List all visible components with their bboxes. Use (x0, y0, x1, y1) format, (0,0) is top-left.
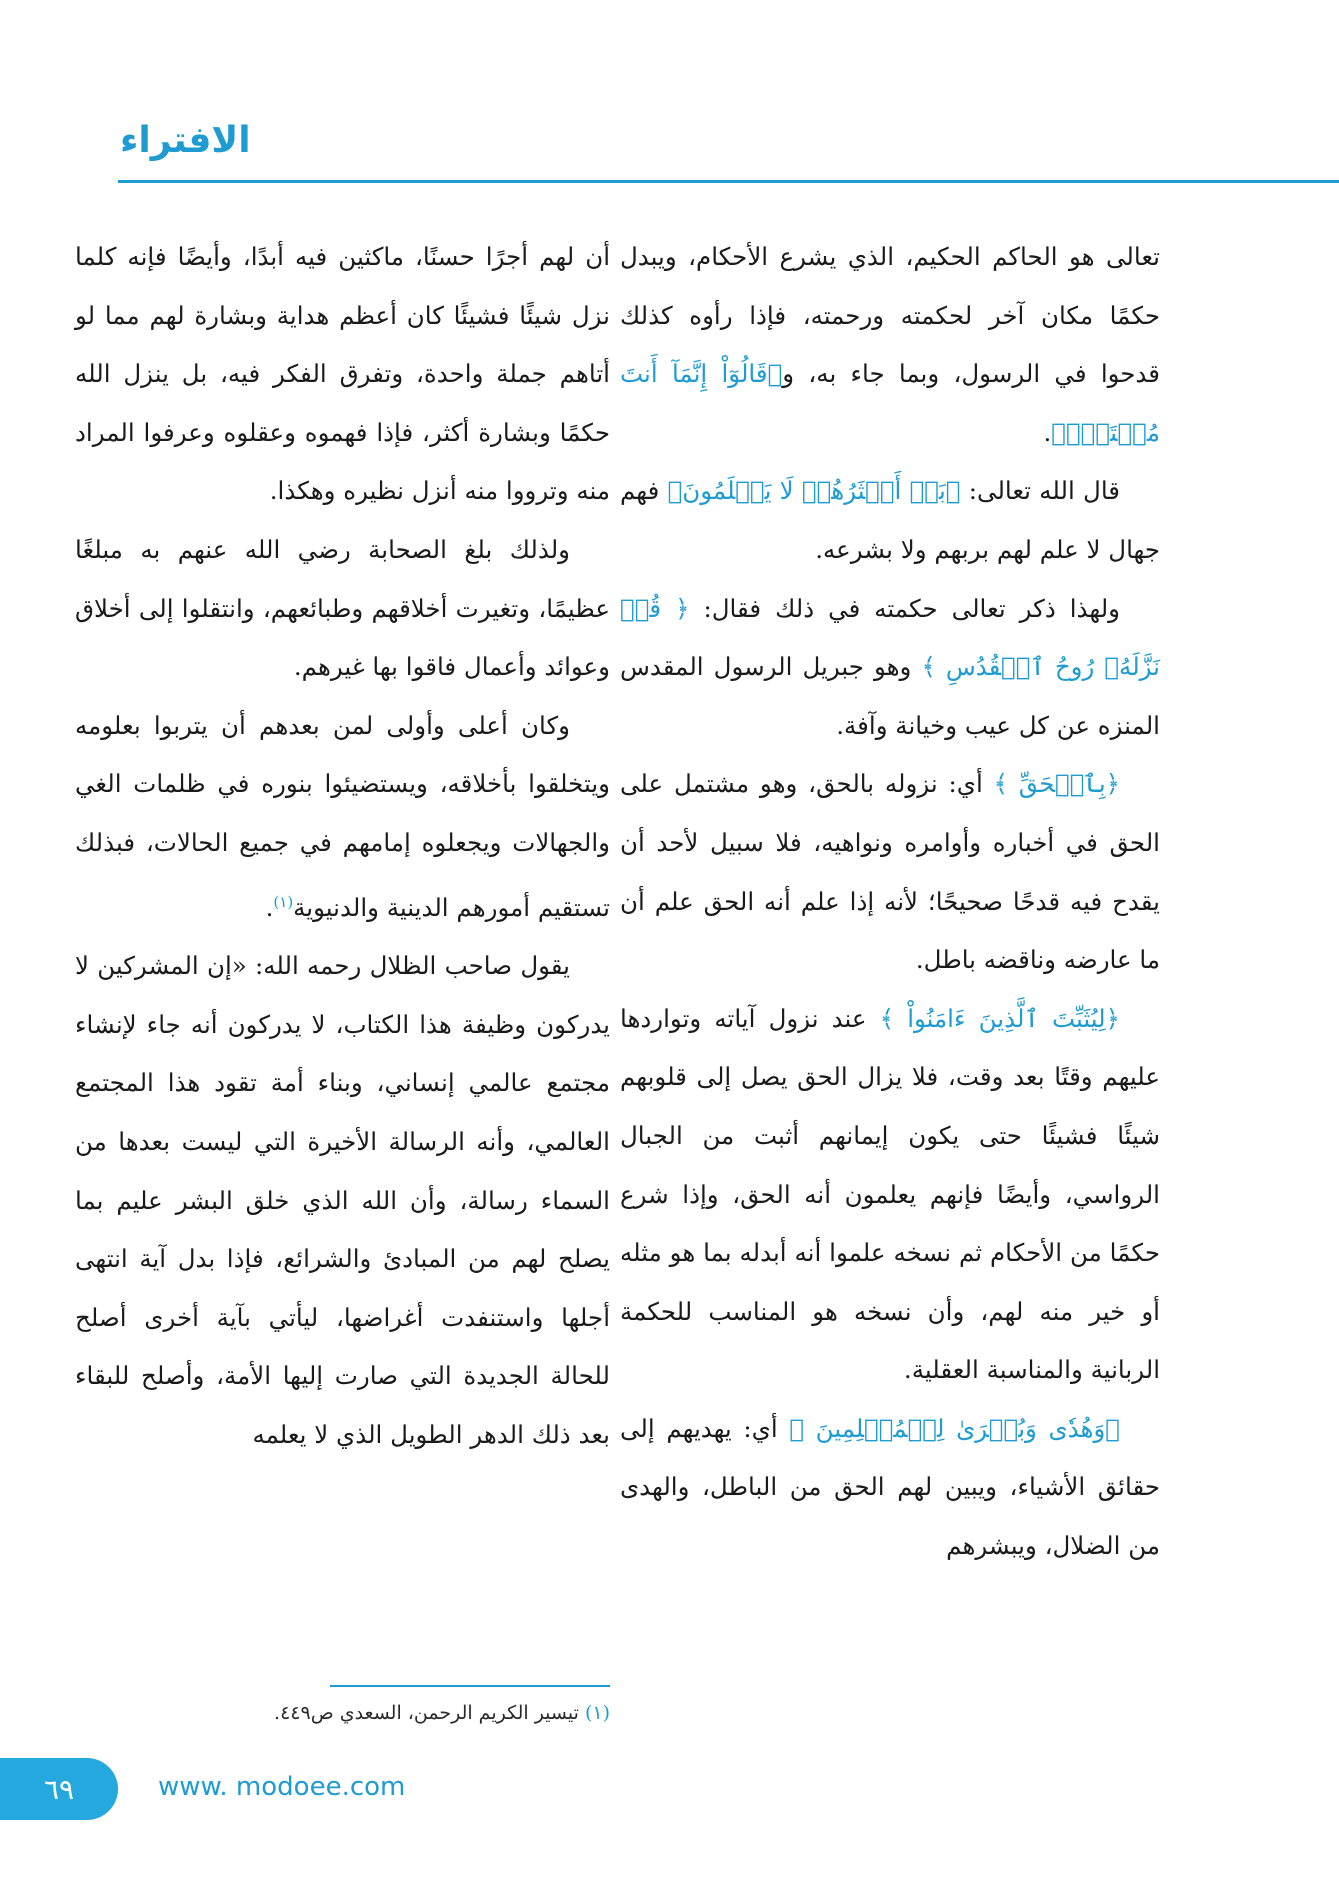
quran-verse: ﴿لِيُثَبِّتَ ٱلَّذِينَ ءَامَنُواْ ﴾ (879, 1003, 1121, 1033)
site-url-link[interactable]: www. modoee.com (158, 1772, 406, 1802)
page-number: ٦٩ (43, 1772, 75, 1806)
quran-verse: ﴿بِٱلۡحَقِّ ﴾ (993, 769, 1120, 799)
left-column (75, 228, 610, 1465)
header-rule (118, 180, 1339, 183)
paragraph: ﴿بِٱلۡحَقِّ ﴾ أي: نزوله بالحق، وهو مشتمل على الحق في أخباره وأوامره ونواهيه، فلا سبيل لأحد أن يقدح فيه قدحًا صحيحًا؛ لأنه إذا علم أنه الحق علم أن ما عارضه وناقضه باطل. (620, 769, 1160, 975)
quran-verse: ﴿قَالُوٓاْ إِنَّمَآ أَنتَ مُفۡتَرِۢ﴾ (620, 359, 1160, 447)
paragraph: قال الله تعالى: ﴿بَلۡ أَكۡثَرُهُمۡ لَا يَعۡلَمُونَ﴾ فهم جهال لا علم لهم بربهم ولا بشرعه. (620, 476, 1160, 564)
paragraph: ﴿وَهُدٗى وَبُشۡرَىٰ لِلۡمُسۡلِمِينَ ﴾ أي: يهديهم إلى حقائق الأشياء، ويبين لهم الحق من الباطل، والهدى من الضلال، ويبشرهم (620, 1413, 1160, 1561)
page-header-title: الافتراء (120, 120, 251, 161)
footnote-rule (330, 1685, 610, 1687)
quran-verse: ﴿ قُلۡ نَزَّلَهُۥ رُوحُ ٱلۡقُدُسِ ﴾ (620, 593, 1160, 682)
quran-verse: ﴿وَهُدٗى وَبُشۡرَىٰ لِلۡمُسۡلِمِينَ ﴾ (789, 1413, 1120, 1443)
footnote (75, 1702, 610, 1724)
paragraph: وكان أعلى وأولى لمن بعدهم أن يتربوا بعلومه ويتخلقوا بأخلاقه، ويستضيئوا بنوره في ظلمات الغي والجهالات ويجعلوه إمامهم في جميع الحالات، فبذلك تستقيم أمورهم الدينية والدنيوية$^{(١)}$. (75, 710, 610, 922)
right-column (620, 228, 1160, 1576)
paragraph: ﴿لِيُثَبِّتَ ٱلَّذِينَ ءَامَنُواْ ﴾ عند نزول آياته وتواردها عليهم وقتًا بعد وقت، فلا يزال الحق يصل إلى قلوبهم شيئًا فشيئًا حتى يكون إيمانهم أثبت من الجبال الرواسي، وأيضًا فإنهم يعلمون أنه الحق، وإذا شرع حكمًا من الأحكام ثم نسخه علموا أنه أبدله بما هو مثله أو خير منه لهم، وأن نسخه هو المناسب للحكمة الربانية والمناسبة العقلية. (620, 1003, 1160, 1385)
paragraph: أن لهم أجرًا حسنًا، ماكثين فيه أبدًا، وأيضًا فإنه كلما نزل شيئًا فشيئًا كان أعظم هداية وبشارة لهم مما لو أتاهم جملة واحدة، وتفرق الفكر فيه، بل ينزل الله حكمًا وبشارة أكثر، فإذا فهموه وعقلوه وعرفوا المراد منه وترووا منه أنزل نظيره وهكذا. (75, 242, 610, 506)
page-number-badge (0, 1758, 118, 1820)
footnote-reference[interactable]: (١) (273, 892, 294, 911)
footnote-text: تيسير الكريم الرحمن، السعدي ص٤٤٩. (274, 1702, 579, 1724)
footnote-number: (١) (584, 1702, 610, 1724)
paragraph: ولهذا ذكر تعالى حكمته في ذلك فقال: ﴿ قُلۡ نَزَّلَهُۥ رُوحُ ٱلۡقُدُسِ ﴾ وهو جبريل الرسول المقدس المنزه عن كل عيب وخيانة وآفة. (620, 593, 1160, 740)
paragraph: ولذلك بلغ الصحابة رضي الله عنهم به مبلغًا عظيمًا، وتغيرت أخلاقهم وطبائعهم، وانتقلوا إلى أخلاق وعوائد وأعمال فاقوا بها غيرهم. (75, 534, 610, 682)
quran-verse: ﴿بَلۡ أَكۡثَرُهُمۡ لَا يَعۡلَمُونَ﴾ (667, 476, 961, 506)
paragraph: تعالى هو الحاكم الحكيم، الذي يشرع الأحكام، ويبدل حكمًا مكان آخر لحكمته ورحمته، فإذا رأوه كذلك قدحوا في الرسول، وبما جاء به، و﴿قَالُوٓاْ إِنَّمَآ أَنتَ مُفۡتَرِۢ﴾. (620, 242, 1161, 447)
paragraph: يقول صاحب الظلال رحمه الله: «إن المشركين لا يدركون وظيفة هذا الكتاب، لا يدركون أنه جاء لإنشاء مجتمع عالمي إنساني، وبناء أمة تقود هذا المجتمع العالمي، وأنه الرسالة الأخيرة التي ليست بعدها من السماء رسالة، وأن الله الذي خلق البشر عليم بما يصلح لهم من المبادئ والشرائع، فإذا بدل آية انتهى أجلها واستنفدت أغراضها، ليأتي بآية أخرى أصلح للحالة الجديدة التي صارت إليها الأمة، وأصلح للبقاء بعد ذلك الدهر الطويل الذي لا يعلمه (75, 951, 610, 1450)
